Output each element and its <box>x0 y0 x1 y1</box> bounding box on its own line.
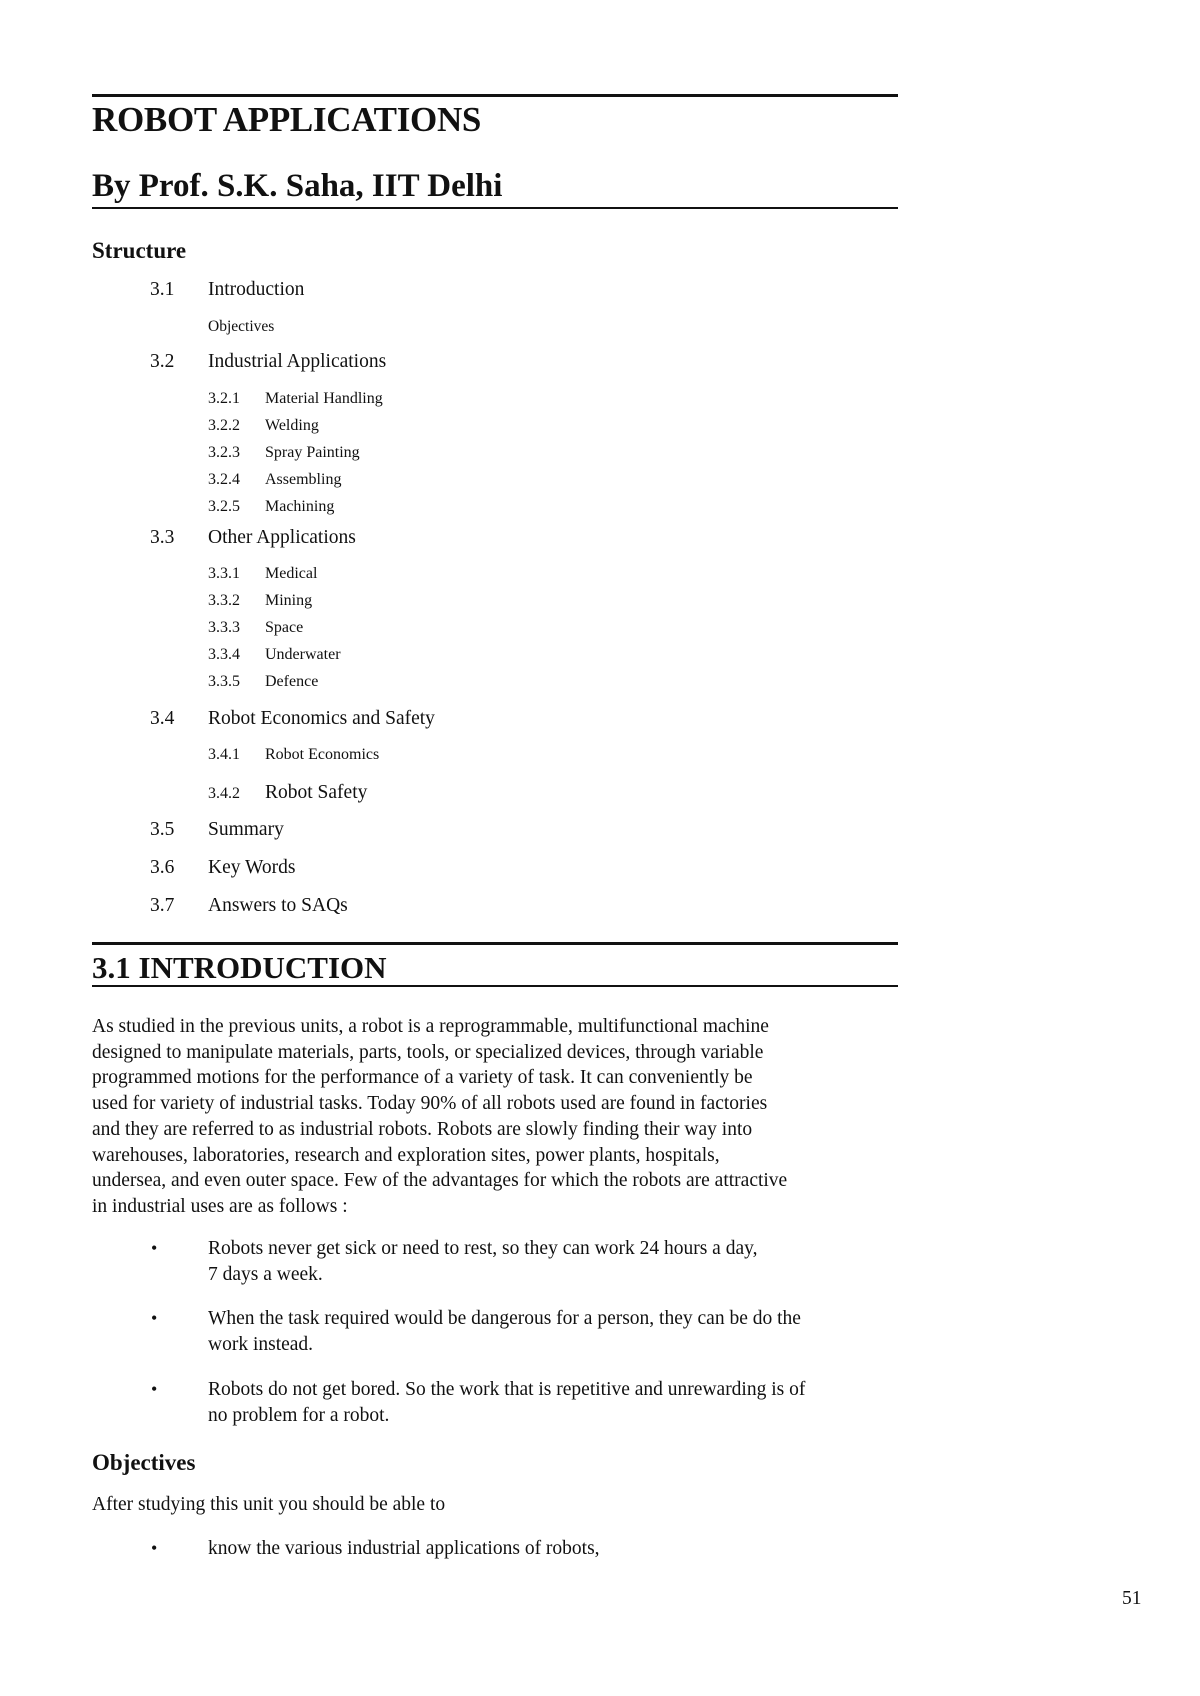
section-bottom-rule <box>92 985 898 987</box>
bullet-line: When the task required would be dangerous for a person, they can be do the <box>208 1308 801 1329</box>
toc-subitem-label: Robot Safety <box>265 782 368 803</box>
toc-item-label: Introduction <box>208 279 305 300</box>
bullet-line: 7 days a week. <box>208 1263 323 1285</box>
toc-subitem-number: 3.2.5 <box>208 498 240 515</box>
bullet-icon: • <box>151 1238 158 1258</box>
toc-subitem-number: 3.3.3 <box>208 619 240 636</box>
author-line: By Prof. S.K. Saha, IIT Delhi <box>92 168 503 204</box>
bullet-text <box>208 1377 908 1428</box>
bullet-icon: • <box>151 1308 158 1328</box>
bullet-line: work instead. <box>208 1333 314 1355</box>
toc-item-label: Key Words <box>208 857 296 878</box>
toc-item-number: 3.7 <box>150 895 175 916</box>
page-number: 51 <box>1122 1588 1142 1609</box>
toc-item-label: Industrial Applications <box>208 351 387 372</box>
toc-subitem-label: Underwater <box>265 646 341 663</box>
toc-subitem-label: Medical <box>265 565 318 582</box>
objectives-heading: Objectives <box>92 1450 196 1475</box>
toc-item-number: 3.1 <box>150 279 175 300</box>
bullet-line: no problem for a robot. <box>208 1404 390 1426</box>
toc-subitem-number: 3.3.5 <box>208 673 240 690</box>
toc-subitem-label: Robot Economics <box>265 746 380 763</box>
bullet-icon: • <box>151 1538 158 1558</box>
paragraph-line: undersea, and even outer space. Few of the advantages for which the robots are attractive <box>92 1170 788 1192</box>
toc-subitem-label: Material Handling <box>265 390 383 407</box>
toc-item-number: 3.3 <box>150 527 175 548</box>
toc-item-label: Summary <box>208 819 284 840</box>
toc-subitem-label: Machining <box>265 498 335 515</box>
paragraph-line: warehouses, laboratories, research and exploration sites, power plants, hospitals, <box>92 1144 720 1166</box>
paragraph-line: used for variety of industrial tasks. Today 90% of all robots used are found in factories <box>92 1093 768 1115</box>
title-top-rule <box>92 94 898 97</box>
bullet-line: Robots do not get bored. So the work that is repetitive and unrewarding is of <box>208 1379 806 1400</box>
toc-subitem-number: 3.3.1 <box>208 565 240 582</box>
toc-subitem-label: Objectives <box>208 318 275 335</box>
bullet-line: know the various industrial applications of robots, <box>208 1538 600 1559</box>
author-bottom-rule <box>92 207 898 209</box>
toc-subitem-number: 3.4.2 <box>208 785 240 802</box>
section-heading: 3.1 INTRODUCTION <box>92 950 387 985</box>
objectives-intro: After studying this unit you should be able to <box>92 1494 446 1515</box>
toc-subitem-number: 3.3.2 <box>208 592 240 609</box>
bullet-text <box>208 1236 908 1287</box>
bullet-icon: • <box>151 1379 158 1399</box>
introduction-paragraph <box>92 1014 898 1220</box>
bullet-line: Robots never get sick or need to rest, so they can work 24 hours a day, <box>208 1238 758 1259</box>
toc-item-number: 3.5 <box>150 819 175 840</box>
toc-subitem-label: Welding <box>265 417 319 434</box>
structure-heading: Structure <box>92 238 187 263</box>
paragraph-line: designed to manipulate materials, parts, tools, or specialized devices, through variable <box>92 1041 764 1063</box>
paragraph-line: and they are referred to as industrial robots. Robots are slowly finding their way into <box>92 1118 753 1140</box>
toc-subitem-label: Defence <box>265 673 319 690</box>
toc-item-label: Robot Economics and Safety <box>208 708 435 729</box>
toc-subitem-number: 3.2.2 <box>208 417 240 434</box>
paragraph-line: in industrial uses are as follows : <box>92 1195 348 1217</box>
toc-subitem-label: Spray Painting <box>265 444 360 461</box>
toc-subitem-number: 3.3.4 <box>208 646 240 663</box>
toc-item-number: 3.6 <box>150 857 175 878</box>
toc-item-number: 3.4 <box>150 708 175 729</box>
toc-subitem-label: Mining <box>265 592 313 609</box>
toc-item-label: Other Applications <box>208 527 356 548</box>
toc-subitem-label: Space <box>265 619 304 636</box>
toc-subitem-number: 3.4.1 <box>208 746 240 763</box>
bullet-text <box>208 1306 908 1357</box>
page-title: ROBOT APPLICATIONS <box>92 100 482 139</box>
toc-subitem-number: 3.2.4 <box>208 471 240 488</box>
paragraph-line: programmed motions for the performance of a variety of task. It can conveniently be <box>92 1067 753 1089</box>
toc-subitem-number: 3.2.1 <box>208 390 240 407</box>
toc-item-label: Answers to SAQs <box>208 895 348 916</box>
section-top-rule <box>92 942 898 945</box>
paragraph-line: As studied in the previous units, a robot is a reprogrammable, multifunctional machine <box>92 1016 769 1037</box>
toc-subitem-number: 3.2.3 <box>208 444 240 461</box>
toc-item-number: 3.2 <box>150 351 175 372</box>
bullet-text <box>208 1536 908 1562</box>
toc-subitem-label: Assembling <box>265 471 342 488</box>
